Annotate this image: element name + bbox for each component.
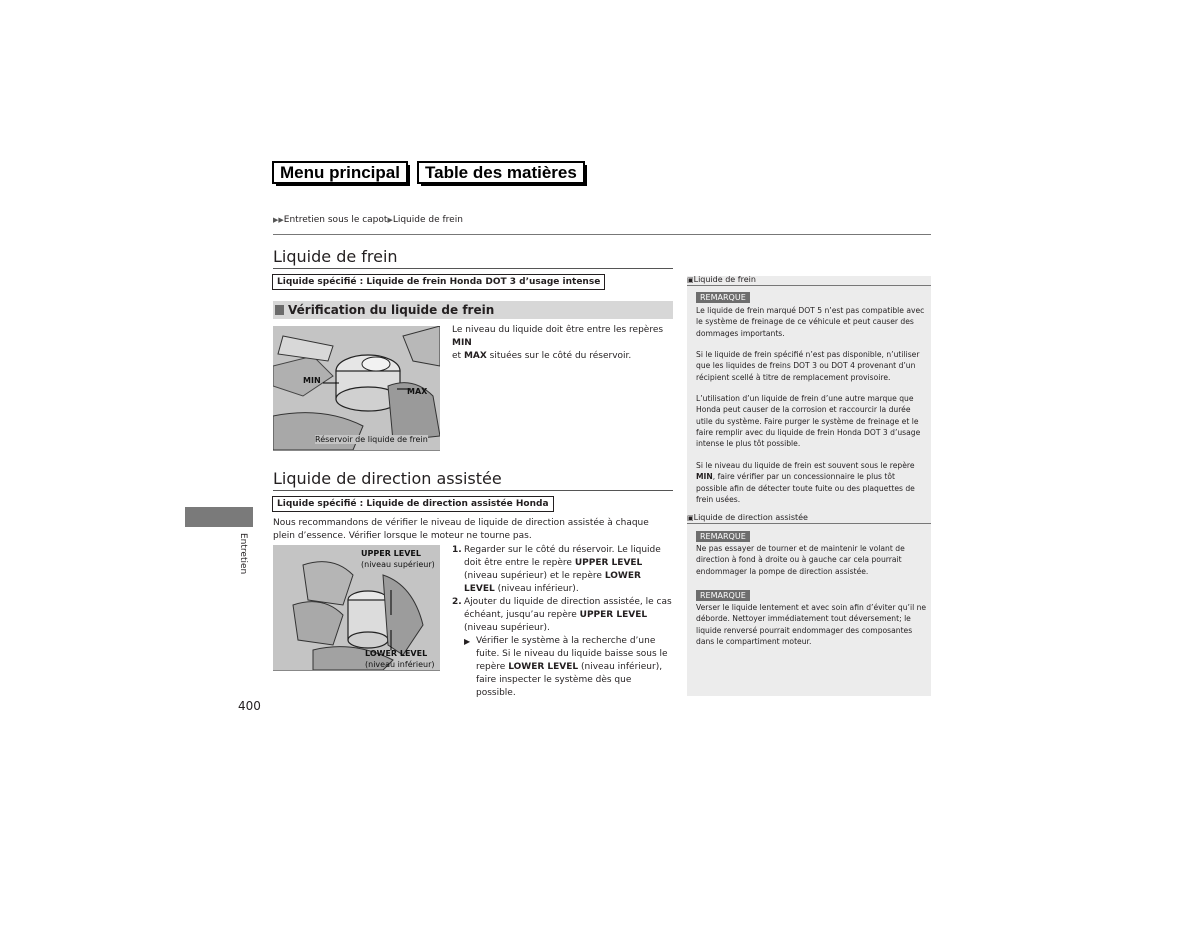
note-link-icon: ▣ <box>687 276 694 284</box>
remark-badge: REMARQUE <box>696 292 750 303</box>
breadcrumb <box>273 215 463 225</box>
breadcrumb-item-brake-fluid[interactable]: Liquide de frein <box>392 215 463 225</box>
figure-label-max: MAX <box>407 387 428 396</box>
brake-check-text: Le niveau du liquide doit être entre les repères MIN et MAX situées sur le côté du réservoir. <box>452 325 664 361</box>
steering-fluid-heading: Liquide de direction assistée <box>273 469 502 488</box>
note-link-icon: ▣ <box>687 514 694 522</box>
steering-intro-text: Nous recommandons de vérifier le niveau de liquide de direction assistée à chaque plein d’essence. Vérifier lorsque le moteur ne tourne pas. <box>273 518 649 541</box>
brake-check-title: Vérification du liquide de frein <box>288 303 495 317</box>
heading-underline <box>273 490 673 491</box>
brake-reservoir-figure <box>273 326 440 451</box>
steering-reservoir-figure <box>273 545 440 671</box>
note-section-title <box>687 275 931 286</box>
figure-label-min: MIN <box>303 376 321 385</box>
note-brake-fluid-title[interactable]: Liquide de frein <box>693 275 756 284</box>
heading-underline <box>273 268 673 269</box>
steering-spec-box: Liquide spécifié : Liquide de direction assistée Honda <box>272 496 554 512</box>
brake-spec-box: Liquide spécifié : Liquide de frein Honda DOT 3 d’usage intense <box>272 274 605 290</box>
note-section-title <box>687 513 931 524</box>
notes-sidebar <box>687 276 931 696</box>
breadcrumb-arrow-icon: ▶ <box>387 216 393 224</box>
arrow-right-icon: ▶ <box>464 637 471 646</box>
note-paragraph: Si le niveau du liquide de frein est souvent sous le repère MIN, faire vérifier par un concessionnaire le plus tôt possible afin de détecter toute fuite ou des plaquettes de frein usées. <box>696 461 915 504</box>
breadcrumb-item-maintenance[interactable]: Entretien sous le capot <box>283 215 388 225</box>
brake-fluid-heading: Liquide de frein <box>273 247 398 266</box>
brake-check-subheading <box>273 301 673 319</box>
note-paragraph: Si le liquide de frein spécifié n’est pas disponible, n’utiliser que les liquides de freins DOT 3 ou DOT 4 provenant d’un récipient scellé à titre de remplacement provisoire. <box>696 350 920 382</box>
note-paragraph: L’utilisation d’un liquide de frein d’une autre marque que Honda peut causer de la corrosion et raccourcir la durée utile du système. Faire purger le système de freinage et le faire remplir avec du liquide de frein Honda DOT 3 d’usage intense le plus tôt possible. <box>696 394 921 449</box>
page-number: 400 <box>238 699 261 713</box>
section-square-icon <box>275 305 284 315</box>
step-item: 1. Regarder sur le côté du réservoir. Le liquide doit être entre le repère UPPER LEVEL (niveau supérieur) et le repère LOWER LEVEL (niveau inférieur). <box>452 545 661 594</box>
note-paragraph: Le liquide de frein marqué DOT 5 n’est pas compatible avec le système de freinage de ce véhicule et peut causer des dommages importants. <box>696 306 925 338</box>
step-item: 2. Ajouter du liquide de direction assistée, le cas échéant, jusqu’au repère UPPER LEVEL (niveau supérieur). <box>452 597 672 633</box>
note-steering-fluid-title[interactable]: Liquide de direction assistée <box>693 513 808 522</box>
table-of-contents-button[interactable]: Table des matières <box>417 161 585 184</box>
chapter-tab-label: Entretien <box>238 533 248 575</box>
remark-badge: REMARQUE <box>696 531 750 542</box>
main-menu-button[interactable]: Menu principal <box>272 161 408 184</box>
header-divider <box>273 234 931 235</box>
remark-badge: REMARQUE <box>696 590 750 601</box>
figure-label-lower-level: LOWER LEVEL <box>365 649 428 658</box>
note-paragraph: Ne pas essayer de tourner et de maintenir le volant de direction à fond à droite ou à gauche car cela pourrait endommager la pompe de direction assistée. <box>696 544 905 576</box>
chapter-tab[interactable] <box>185 507 253 527</box>
steering-steps <box>452 544 672 700</box>
figure-label-upper-level: UPPER LEVEL <box>361 549 421 558</box>
step-subitem: ▶ Vérifier le système à la recherche d’une fuite. Si le niveau du liquide baisse sous le repère LOWER LEVEL (niveau inférieur), faire inspecter le système dès que possible. <box>464 636 668 698</box>
figure-label-reservoir: Réservoir de liquide de frein <box>315 435 428 444</box>
note-paragraph: Verser le liquide lentement et avec soin afin d’éviter qu’il ne déborde. Nettoyer immédiatement tout déversement; le liquide renversé pourrait endommager des composantes dans le compartiment moteur. <box>696 603 927 646</box>
breadcrumb-arrow-icon: ▶▶ <box>273 216 284 224</box>
figure-label-lower-level-fr: (niveau inférieur) <box>365 660 435 669</box>
figure-label-upper-level-fr: (niveau supérieur) <box>361 560 435 569</box>
